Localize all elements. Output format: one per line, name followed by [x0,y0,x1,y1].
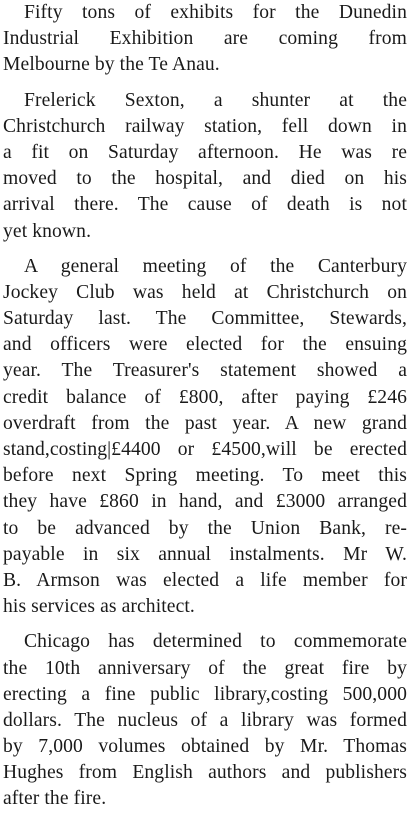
text-line: moved to the hospital, and died on his [3,168,407,190]
text-line: B. Armson was elected a life member for [3,569,407,591]
paragraph-shunter-death [3,88,407,245]
text-line: stand,costing|£4400 or £4500,will be erected [3,439,407,460]
text-line: yet known. [3,220,92,242]
text-line: his services as architect. [3,596,195,618]
text-line: A general meeting of the Canterbury [24,255,407,277]
text-line: year. The Treasurer's statement showed a [3,360,407,382]
text-line: before next Spring meeting. To meet this [3,465,407,487]
text-line: dollars. The nucleus of a library was formed [3,709,407,731]
text-line: Christchurch railway station, fell down in [3,115,407,137]
text-line: Industrial Exhibition are coming from [3,28,407,50]
text-line: Chicago has determined to commemorate [24,631,407,653]
text-line: after the fire. [3,788,107,810]
text-line: Jockey Club was held at Christchurch on [3,281,407,303]
text-line: credit balance of £800, after paying £246 [3,386,407,408]
text-line: overdraft from the past year. A new grand [3,412,407,434]
text-line: to be advanced by the Union Bank, re- [3,517,407,539]
text-line: Hughes from English authors and publishers [3,762,407,784]
text-line: payable in six annual instalments. Mr W. [3,543,407,565]
text-line: Saturday last. The Committee, Stewards, [3,308,407,330]
text-line: the 10th anniversary of the great fire by [3,657,407,679]
text-line: a fit on Saturday afternoon. He was re [3,141,407,163]
text-line: they have £860 in hand, and £3000 arranged [3,491,407,513]
paragraph-jockey-club [3,254,407,621]
paragraph-dunedin-exhibition [3,0,407,79]
text-line: Melbourne by the Te Anau. [3,54,220,76]
paragraph-chicago-library [3,629,407,812]
text-line: Frelerick Sexton, a shunter at the [24,89,407,111]
text-line: Fifty tons of exhibits for the Dunedin [24,2,407,23]
newspaper-column [3,0,407,813]
text-line: and officers were elected for the ensuing [3,334,407,356]
text-line: arrival there. The cause of death is not [3,194,407,216]
text-line: erecting a fine public library,costing 500,000 [3,683,407,705]
text-line: by 7,000 volumes obtained by Mr. Thomas [3,736,407,758]
